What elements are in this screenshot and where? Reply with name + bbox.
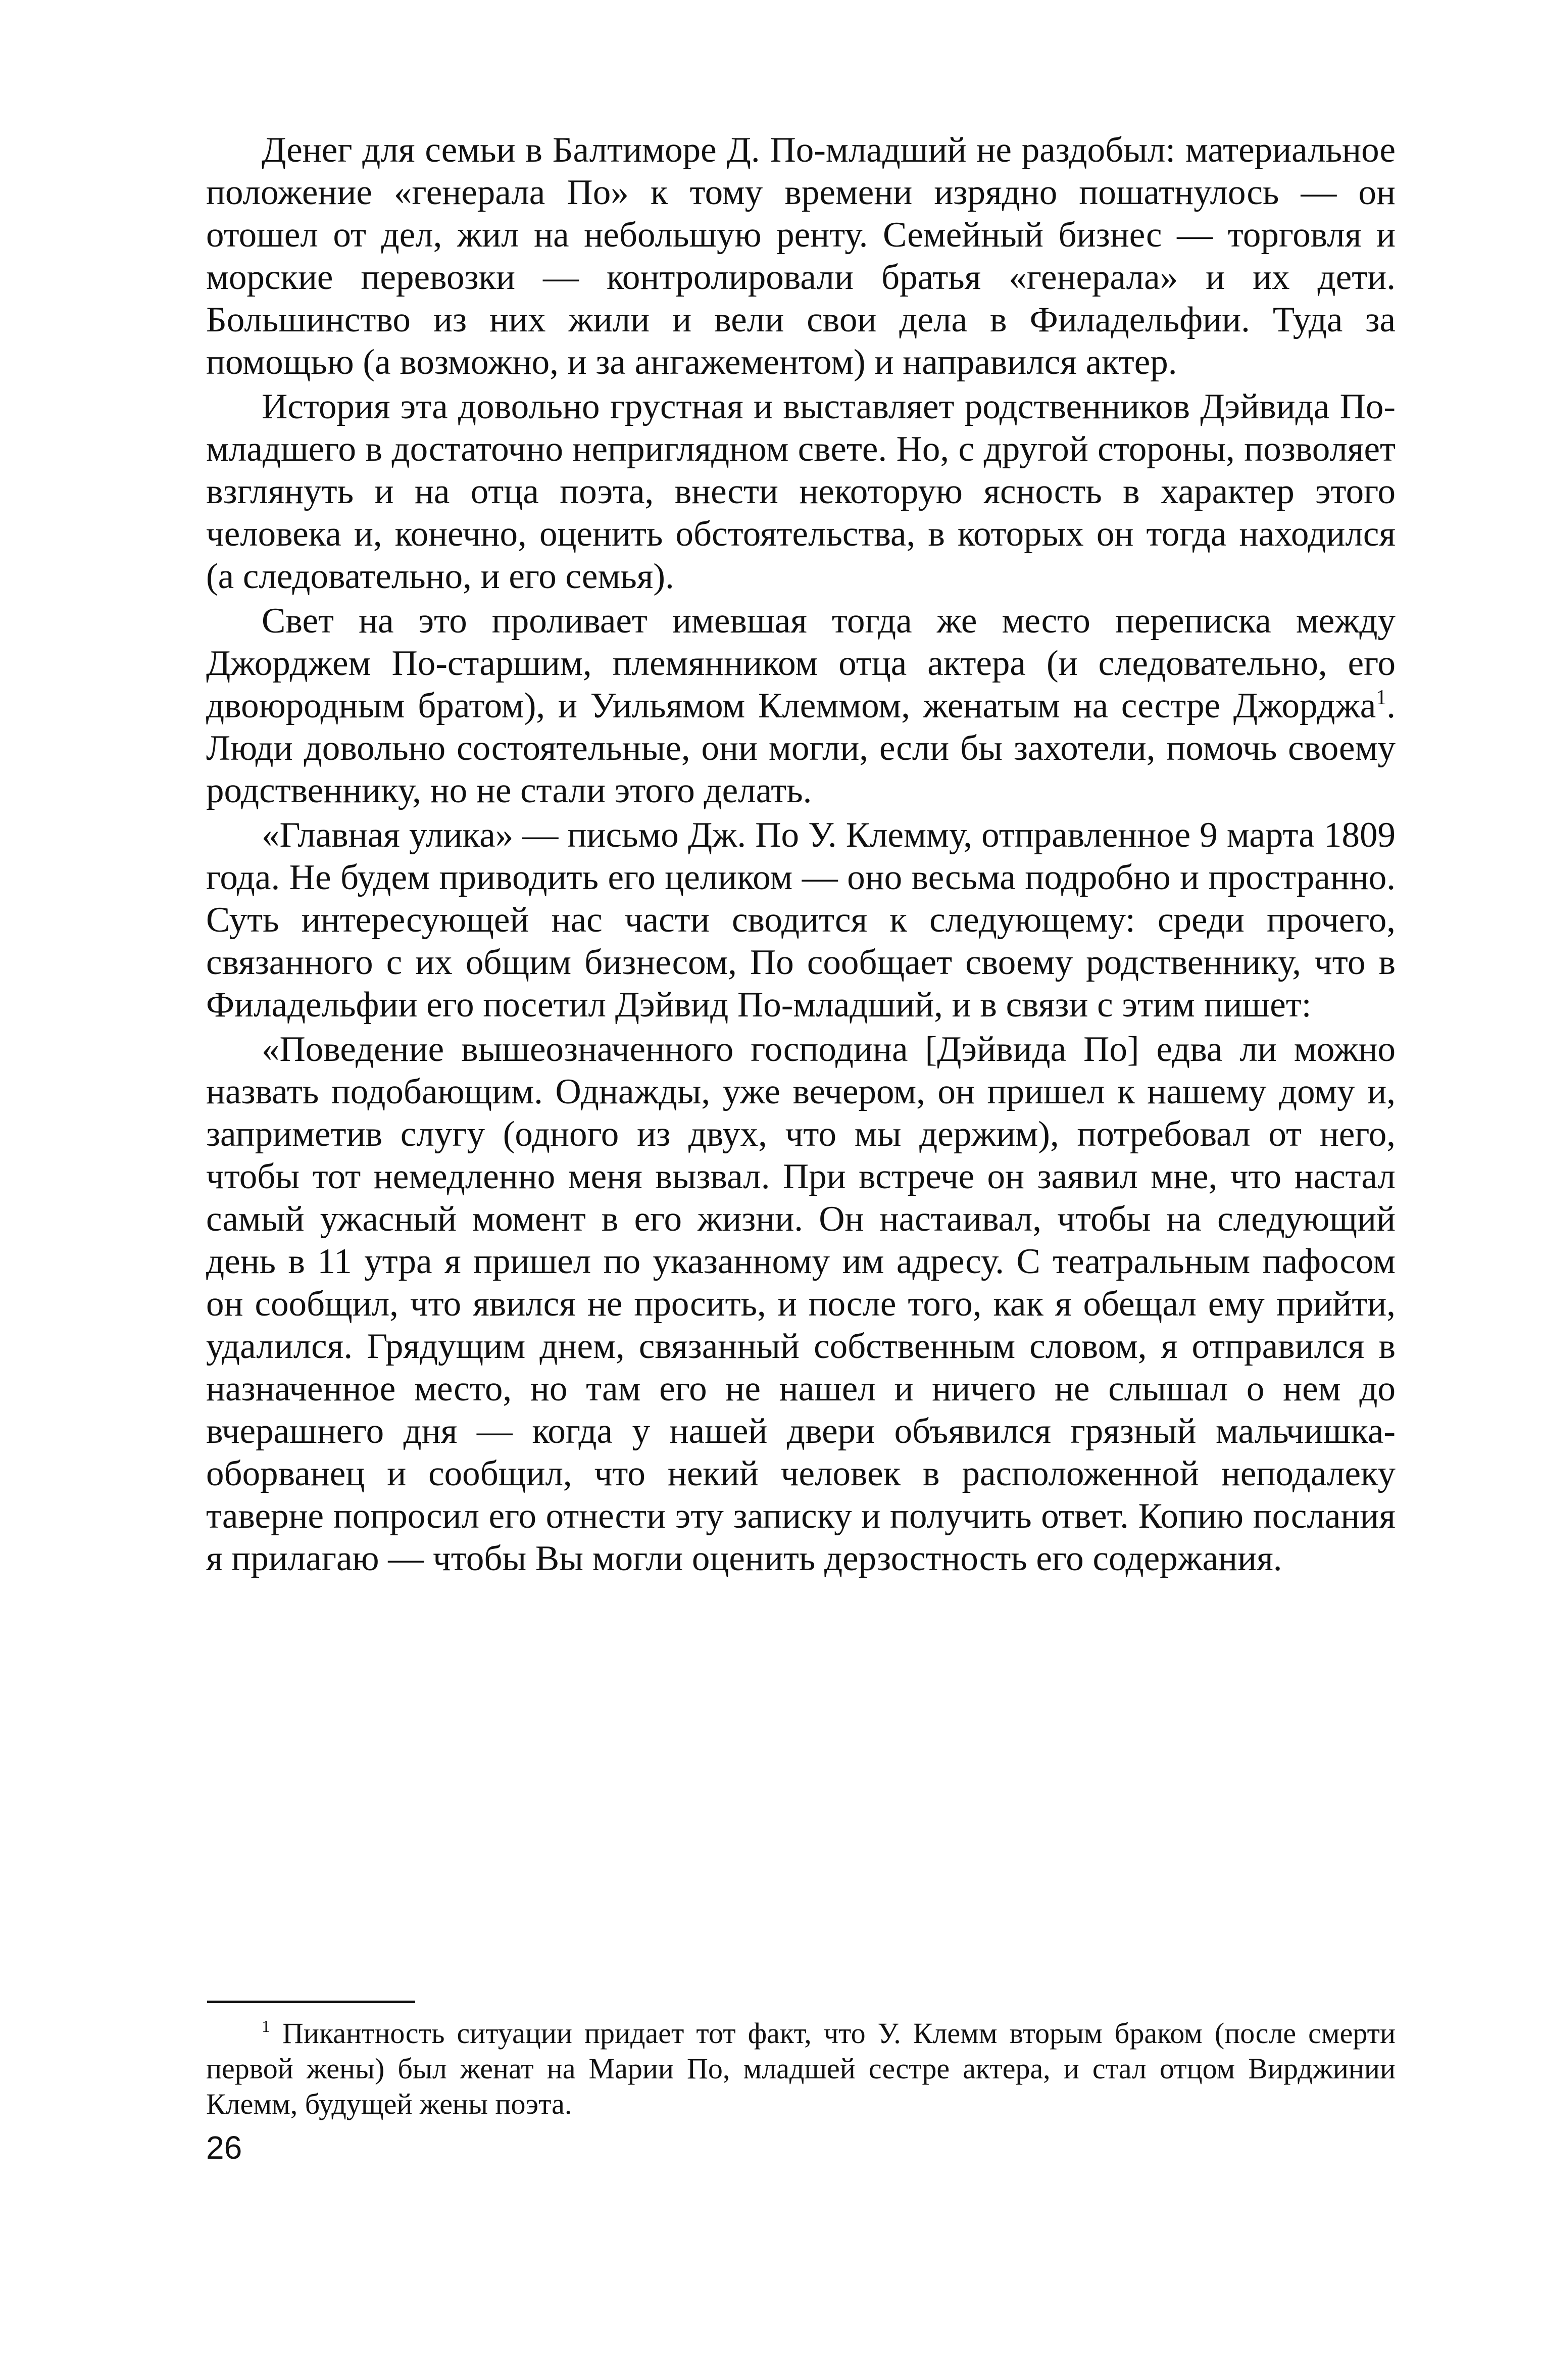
paragraph-5-quote: «Поведение вышеозначенного господина [Дэйвида По] едва ли можно назвать подобающим. Однажды, уже вечером, он пришел к нашему дому и, заприметив слугу (одного из двух, что мы держим), потребовал от него, чтобы тот немедленно меня вызвал. При встрече он заявил мне, что настал самый ужасный момент в его жизни. Он настаивал, чтобы на следующий день в 11 утра я пришел по указанному им адресу. С театральным пафосом он сообщил, что явился не просить, и после того, как я обещал ему прийти, удалился. Грядущим днем, связанный собственным словом, я отправился в назначенное место, но там его не нашел и ничего не слышал о нем до вчерашнего дня — когда у нашей двери объявился грязный мальчишка-оборванец и сообщил, что некий человек в расположенной неподалеку таверне попросил его отнести эту записку и получить ответ. Копию послания я прилагаю — чтобы Вы могли оценить дерзостность его содержания.	[206, 1030, 1396, 1578]
paragraph-3	[206, 600, 1396, 812]
footnote-text: Пикантность ситуации придает тот факт, что У. Клемм вторым браком (после смерти первой жены) был женат на Марии По, младшей сестре актера, и стал отцом Вирджинии Клемм, будущей жены поэта.	[206, 2017, 1396, 2120]
paragraph-3-text-after-note: . Люди довольно состоятельные, они могли, если бы захотели, помочь своему родственнику, но не стали этого делать.	[206, 686, 1396, 810]
paragraph-4: «Главная улика» — письмо Дж. По У. Клемму, отправленное 9 марта 1809 года. Не будем приводить его целиком — оно весьма подробно и пространно. Суть интересующей нас части сводится к следующему: среди прочего, связанного с их общим бизнесом, По сообщает своему родственнику, что в Филадельфии его посетил Дэйвид По-младший, и в связи с этим пишет:	[206, 815, 1396, 1025]
footnote-mark: 1	[262, 2017, 270, 2036]
paragraph-2: История эта довольно грустная и выставляет родственников Дэйвида По-младшего в достаточно неприглядном свете. Но, с другой стороны, позволяет взглянуть и на отца поэта, внести некоторую ясность в характер этого человека и, конечно, оценить обстоятельства, в которых он тогда находился (а следовательно, и его семья).	[206, 387, 1396, 596]
footnote-reference: 1	[1376, 686, 1387, 709]
main-text	[206, 129, 1396, 1580]
footnote	[206, 2016, 1396, 2122]
paragraph-1: Денег для семьи в Балтиморе Д. По-младший не раздобыл: материальное положение «генерала По» к тому времени изрядно пошатнулось — он отошел от дел, жил на небольшую ренту. Семейный бизнес — торговля и морские перевозки — контролировали братья «генерала» и их дети. Большинство из них жили и вели свои дела в Филадельфии. Туда за помощью (а возможно, и за ангажементом) и направился актер.	[206, 130, 1396, 382]
footnote-divider	[207, 2001, 415, 2003]
paragraph-3-text-before-note: Свет на это проливает имевшая тогда же место переписка между Джорджем По-старшим, племянником отца актера (и следовательно, его двоюродным братом), и Уильямом Клеммом, женатым на сестре Джорджа	[206, 601, 1396, 725]
page-number: 26	[206, 2129, 242, 2166]
